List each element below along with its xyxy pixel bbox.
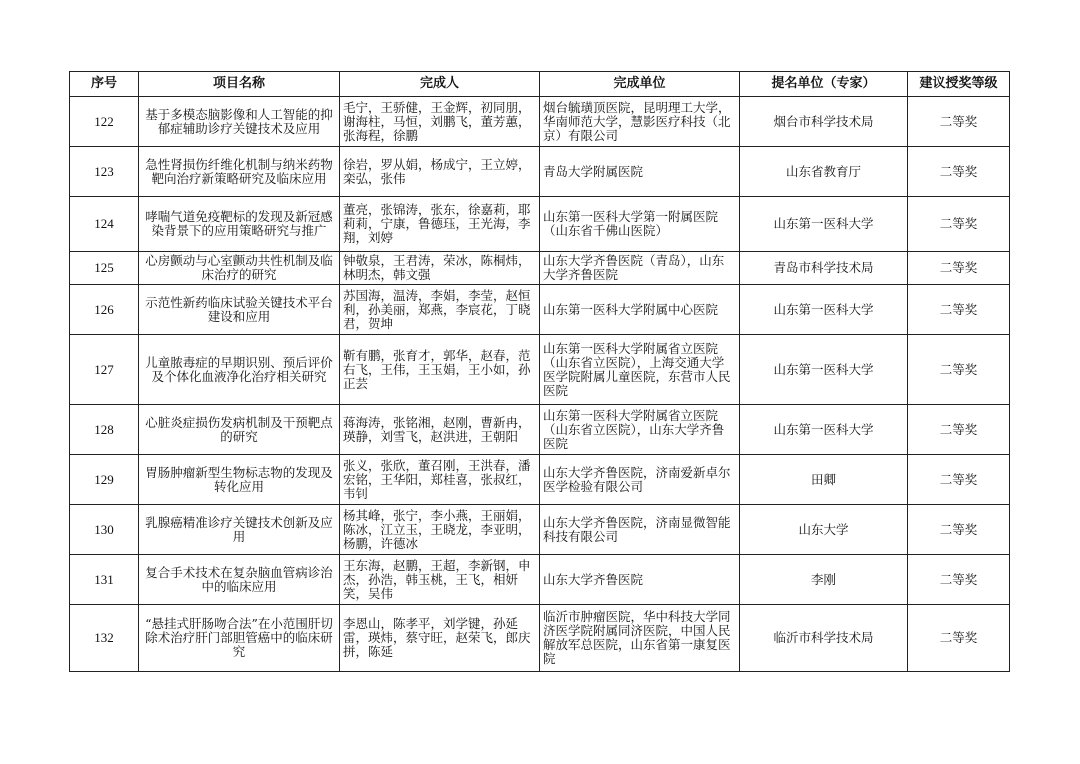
table-row — [70, 555, 1010, 605]
cell-project-name: 急性肾损伤纤维化机制与纳米药物靶向治疗新策略研究及临床应用 — [139, 147, 340, 197]
cell-people: 杨其峰，张宁，李小燕，王丽娟，陈冰，江立玉，王晓龙，李亚明，杨鹏，许德冰 — [340, 505, 540, 555]
cell-grade: 二等奖 — [908, 605, 1010, 672]
table-row — [70, 335, 1010, 405]
cell-seq: 128 — [70, 405, 139, 455]
cell-nominator: 山东大学 — [740, 505, 908, 555]
cell-nominator: 山东第一医科大学 — [740, 197, 908, 252]
cell-seq: 124 — [70, 197, 139, 252]
cell-people: 李恩山，陈孝平，刘学键，孙延雷，瑛炜，蔡守旺，赵荣飞，郎庆拼，陈延 — [340, 605, 540, 672]
header-seq: 序号 — [70, 72, 139, 97]
cell-people: 蒋海涛，张铭湘，赵刚，曹新冉，瑛静，刘雪飞，赵洪进，王朝阳 — [340, 405, 540, 455]
cell-nominator: 李刚 — [740, 555, 908, 605]
header-nominator: 提名单位（专家） — [740, 72, 908, 97]
cell-nominator: 山东省教育厅 — [740, 147, 908, 197]
cell-nominator: 山东第一医科大学 — [740, 335, 908, 405]
cell-people: 徐岩，罗从娟，杨成宁，王立婷，栾弘，张伟 — [340, 147, 540, 197]
cell-people: 王东海，赵鹏，王超，李新钢，申杰，孙浩，韩玉桃，王飞，相妍笑，吴伟 — [340, 555, 540, 605]
cell-units: 山东大学齐鲁医院（青岛），山东大学齐鲁医院 — [540, 252, 740, 285]
header-project-name: 项目名称 — [139, 72, 340, 97]
cell-people: 董亮，张锦涛，张东，徐嘉莉，耶莉莉，宁康，鲁德珏，王光海，李翔，刘婷 — [340, 197, 540, 252]
cell-seq: 126 — [70, 285, 139, 335]
table-row — [70, 97, 1010, 147]
cell-project-name: 心脏炎症损伤发病机制及干预靶点的研究 — [139, 405, 340, 455]
header-people: 完成人 — [340, 72, 540, 97]
cell-project-name: 乳腺癌精准诊疗关键技术创新及应用 — [139, 505, 340, 555]
cell-grade: 二等奖 — [908, 252, 1010, 285]
cell-units: 山东第一医科大学附属省立医院（山东省立医院），山东大学齐鲁医院 — [540, 405, 740, 455]
cell-nominator: 临沂市科学技术局 — [740, 605, 908, 672]
cell-project-name: 基于多模态脑影像和人工智能的抑郁症辅助诊疗关键技术及应用 — [139, 97, 340, 147]
table-row — [70, 505, 1010, 555]
cell-units: 山东大学齐鲁医院，济南显微智能科技有限公司 — [540, 505, 740, 555]
cell-units: 临沂市肿瘤医院，华中科技大学同济医学院附属同济医院，中国人民解放军总医院，山东省第一康复医院 — [540, 605, 740, 672]
cell-people: 苏国海，温涛，李娟，李莹，赵恒利，孙美丽，郑燕，李宸花，丁晓君，贺坤 — [340, 285, 540, 335]
table-row — [70, 252, 1010, 285]
cell-nominator: 田卿 — [740, 455, 908, 505]
cell-project-name: 心房颤动与心室颤动共性机制及临床治疗的研究 — [139, 252, 340, 285]
cell-grade: 二等奖 — [908, 405, 1010, 455]
cell-units: 山东大学齐鲁医院，济南爱新卓尔医学检验有限公司 — [540, 455, 740, 505]
cell-nominator: 烟台市科学技术局 — [740, 97, 908, 147]
cell-project-name: 复合手术技术在复杂脑血管病诊治中的临床应用 — [139, 555, 340, 605]
cell-units: 青岛大学附属医院 — [540, 147, 740, 197]
cell-grade: 二等奖 — [908, 97, 1010, 147]
cell-grade: 二等奖 — [908, 147, 1010, 197]
cell-grade: 二等奖 — [908, 285, 1010, 335]
cell-seq: 125 — [70, 252, 139, 285]
cell-seq: 123 — [70, 147, 139, 197]
award-table — [69, 71, 1010, 672]
table-row — [70, 605, 1010, 672]
cell-grade: 二等奖 — [908, 555, 1010, 605]
table-row — [70, 197, 1010, 252]
cell-units: 烟台毓璜顶医院，昆明理工大学，华南师范大学，慧影医疗科技（北京）有限公司 — [540, 97, 740, 147]
cell-people: 靳有鹏，张育才，郭华，赵春，范右飞，王伟，王玉娟，王小如，孙正芸 — [340, 335, 540, 405]
cell-seq: 130 — [70, 505, 139, 555]
cell-nominator: 山东第一医科大学 — [740, 285, 908, 335]
cell-nominator: 山东第一医科大学 — [740, 405, 908, 455]
table-row — [70, 285, 1010, 335]
cell-seq: 131 — [70, 555, 139, 605]
cell-project-name: 儿童脓毒症的早期识别、预后评价及个体化血液净化治疗相关研究 — [139, 335, 340, 405]
cell-project-name: 示范性新药临床试验关键技术平台建设和应用 — [139, 285, 340, 335]
cell-units: 山东第一医科大学第一附属医院（山东省千佛山医院） — [540, 197, 740, 252]
cell-units: 山东大学齐鲁医院 — [540, 555, 740, 605]
cell-seq: 132 — [70, 605, 139, 672]
cell-seq: 122 — [70, 97, 139, 147]
cell-people: 张义，张欣，董召刚，王洪春，潘宏铭，王华阳，郑桂喜，张叔红，韦钊 — [340, 455, 540, 505]
cell-people: 毛宁，王骄健，王金辉，初同朋，谢海柱，马恒，刘鹏飞，董芳蕙，张海程，徐鹏 — [340, 97, 540, 147]
cell-project-name: 哮喘气道免疫靶标的发现及新冠感染背景下的应用策略研究与推广 — [139, 197, 340, 252]
header-units: 完成单位 — [540, 72, 740, 97]
cell-grade: 二等奖 — [908, 455, 1010, 505]
cell-grade: 二等奖 — [908, 335, 1010, 405]
cell-seq: 127 — [70, 335, 139, 405]
table-header-row — [70, 72, 1010, 97]
cell-people: 钟敬泉，王君涛，荣冰，陈桐炜，林明杰，韩文强 — [340, 252, 540, 285]
table-row — [70, 405, 1010, 455]
cell-nominator: 青岛市科学技术局 — [740, 252, 908, 285]
cell-units: 山东第一医科大学附属中心医院 — [540, 285, 740, 335]
cell-project-name: “悬挂式肝肠吻合法”在小范围肝切除术治疗肝门部胆管癌中的临床研究 — [139, 605, 340, 672]
table-row — [70, 455, 1010, 505]
cell-grade: 二等奖 — [908, 197, 1010, 252]
cell-seq: 129 — [70, 455, 139, 505]
cell-units: 山东第一医科大学附属省立医院（山东省立医院），上海交通大学医学院附属儿童医院，东营市人民医院 — [540, 335, 740, 405]
header-grade: 建议授奖等级 — [908, 72, 1010, 97]
cell-grade: 二等奖 — [908, 505, 1010, 555]
cell-project-name: 胃肠肿瘤新型生物标志物的发现及转化应用 — [139, 455, 340, 505]
award-document — [69, 71, 1010, 672]
table-row — [70, 147, 1010, 197]
